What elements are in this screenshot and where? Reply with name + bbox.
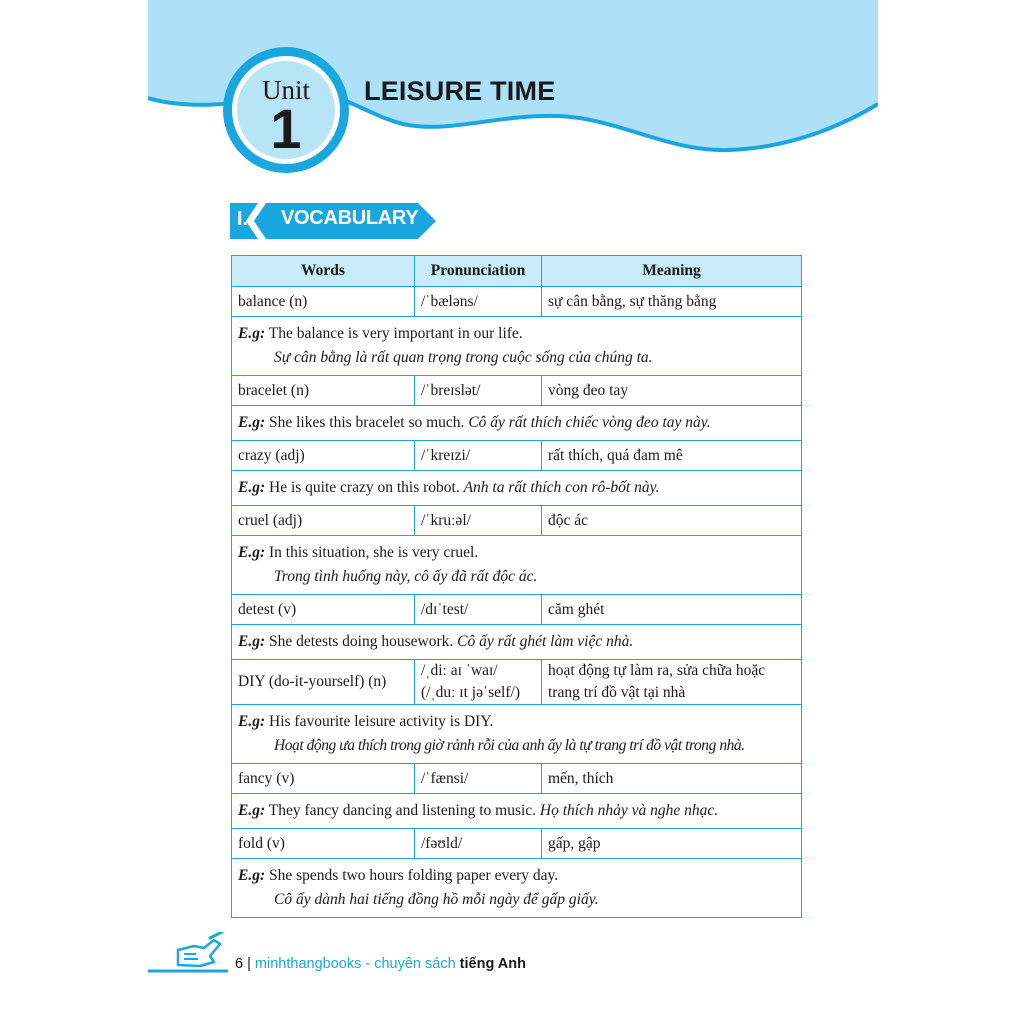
pronunciation-cell: /dɪˈtest/ — [415, 595, 542, 625]
example-english: They fancy dancing and listening to music. — [268, 802, 537, 819]
example-vietnamese: Cô ấy rất thích chiếc vòng đeo tay này. — [468, 414, 711, 431]
meaning-cell: rất thích, quá đam mê — [542, 441, 802, 471]
unit-word: Unit — [261, 75, 310, 105]
unit-badge — [223, 47, 349, 173]
table-row — [232, 441, 802, 471]
example-label: E.g: — [238, 325, 266, 342]
table-row — [232, 764, 802, 794]
vocabulary-table — [231, 255, 802, 918]
example-row — [232, 406, 802, 441]
word-cell: fold (v) — [232, 829, 415, 859]
word-cell: detest (v) — [232, 595, 415, 625]
example-english: In this situation, she is very cruel. — [269, 544, 479, 561]
table-row — [232, 506, 802, 536]
table-row — [232, 287, 802, 317]
example-english: She detests doing housework. — [269, 633, 454, 650]
table-row — [232, 829, 802, 859]
pronunciation-cell: /ˈkreɪzi/ — [415, 441, 542, 471]
example-row — [232, 859, 802, 918]
example-vietnamese: Anh ta rất thích con rô-bốt này. — [463, 479, 660, 496]
meaning-cell: gấp, gập — [542, 829, 802, 859]
table-row — [232, 595, 802, 625]
footer — [235, 956, 526, 972]
meaning-line: hoạt động tự làm ra, sửa chữa hoặc — [548, 662, 766, 679]
pronunciation-cell: /fəʊld/ — [415, 829, 542, 859]
example-label: E.g: — [238, 544, 266, 561]
example-row — [232, 536, 802, 595]
pronunciation-cell: /ˈbæləns/ — [415, 287, 542, 317]
word-cell: balance (n) — [232, 287, 415, 317]
pronunciation-cell: /ˈkruːəl/ — [415, 506, 542, 536]
pronunciation-line: (/ˌduː ɪt jəˈself/) — [421, 684, 520, 701]
example-label: E.g: — [238, 802, 266, 819]
example-english: She likes this bracelet so much. — [269, 414, 465, 431]
word-cell: DIY (do-it-yourself) (n) — [232, 660, 415, 705]
footer-brand: minhthangbooks - chuyên sách — [254, 956, 456, 972]
example-vietnamese: Cô ấy rất ghét làm việc nhà. — [457, 633, 634, 650]
pronunciation-cell — [415, 660, 542, 705]
word-cell: cruel (adj) — [232, 506, 415, 536]
meaning-cell — [542, 660, 802, 705]
page-title: LEISURE TIME — [364, 76, 556, 106]
word-cell: crazy (adj) — [232, 441, 415, 471]
page-number: 6 — [235, 956, 244, 972]
pronunciation-cell: /ˈfænsi/ — [415, 764, 542, 794]
table-header-row — [232, 256, 802, 287]
example-vietnamese: Cô ấy dành hai tiếng đồng hồ mỗi ngày để gấp giấy. — [274, 891, 599, 908]
footer-emphasis: tiếng Anh — [459, 956, 526, 972]
example-vietnamese: Sự cân bằng là rất quan trọng trong cuộc sống của chúng ta. — [274, 349, 653, 366]
pronunciation-cell: /ˈbreɪslət/ — [415, 376, 542, 406]
meaning-cell: căm ghét — [542, 595, 802, 625]
meaning-cell: sự cân bằng, sự thăng bằng — [542, 287, 802, 317]
meaning-line: trang trí đồ vật tại nhà — [548, 684, 686, 701]
example-vietnamese: Họ thích nhảy và nghe nhạc. — [539, 802, 719, 819]
header-meaning: Meaning — [542, 256, 802, 287]
header-words: Words — [232, 256, 415, 287]
example-label: E.g: — [238, 867, 266, 884]
example-label: E.g: — [238, 713, 266, 730]
example-row — [232, 471, 802, 506]
example-english: The balance is very important in our life. — [268, 325, 523, 342]
pronunciation-line: /ˌdiː aɪ ˈwaɪ/ — [421, 662, 498, 679]
example-row — [232, 317, 802, 376]
header-pronunciation: Pronunciation — [415, 256, 542, 287]
example-vietnamese: Trong tình huống này, cô ấy đã rất độc ác. — [274, 568, 538, 585]
example-vietnamese: Hoạt động ưa thích trong giờ rảnh rỗi của anh ấy là tự trang trí đồ vật trong nhà. — [274, 737, 745, 754]
example-row — [232, 794, 802, 829]
example-label: E.g: — [238, 414, 266, 431]
example-row — [232, 705, 802, 764]
example-english: She spends two hours folding paper every day. — [269, 867, 559, 884]
example-english: His favourite leisure activity is DIY. — [269, 713, 494, 730]
unit-number: 1 — [270, 97, 302, 160]
meaning-cell: mến, thích — [542, 764, 802, 794]
example-label: E.g: — [238, 633, 266, 650]
hand-writing-icon — [148, 932, 228, 974]
section-label: VOCABULARY — [281, 207, 419, 229]
meaning-cell: vòng đeo tay — [542, 376, 802, 406]
word-cell: bracelet (n) — [232, 376, 415, 406]
word-cell: fancy (v) — [232, 764, 415, 794]
table-row — [232, 660, 802, 705]
example-english: He is quite crazy on this robot. — [269, 479, 460, 496]
example-label: E.g: — [238, 479, 266, 496]
example-row — [232, 625, 802, 660]
meaning-cell: độc ác — [542, 506, 802, 536]
section-number: I. — [237, 208, 249, 230]
footer-separator: | — [247, 956, 251, 972]
table-row — [232, 376, 802, 406]
